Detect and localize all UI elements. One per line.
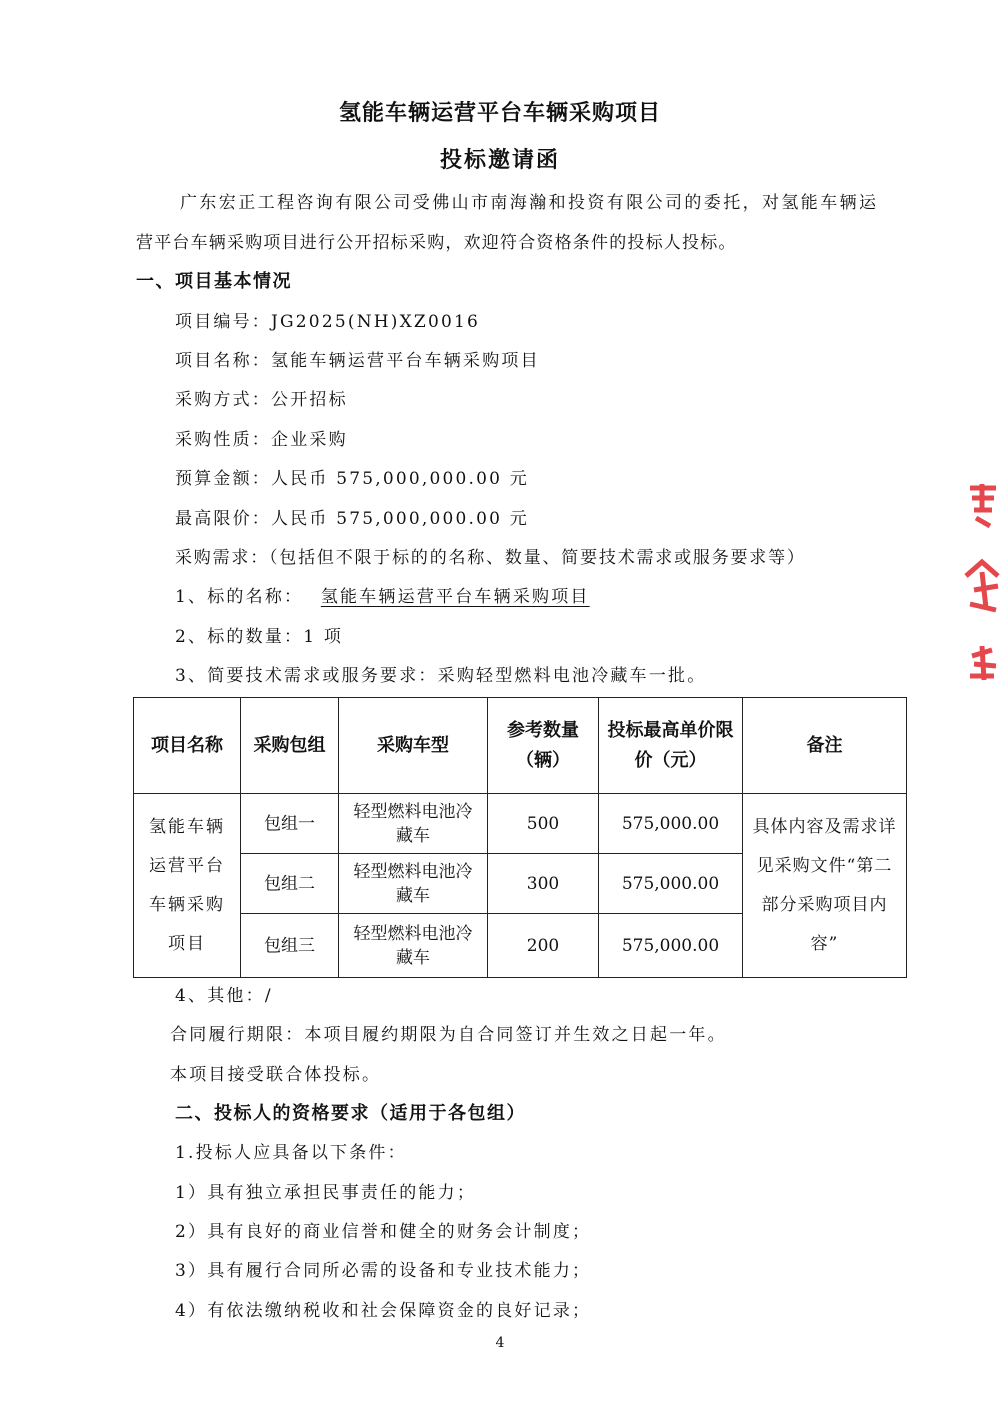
group-cell: 包组三 [241,914,339,978]
header-cell: 备注 [743,698,907,794]
procurement-demand: 采购需求：（包括但不限于标的的名称、数量、简要技术需求或服务要求等） [175,548,806,568]
price-cell: 575,000.00 [599,854,743,914]
price-cell: 575,000.00 [599,794,743,854]
item-name-label: 1、标的名称： [175,587,304,607]
max-price: 最高限价：人民币 575,000,000.00 元 [175,509,529,529]
intro-line-2: 营平台车辆采购项目进行公开招标采购，欢迎符合资格条件的投标人投标。 [136,233,737,253]
item-quantity: 2、标的数量：1 项 [175,627,344,647]
table-row [134,794,907,854]
document-subtitle: 投标邀请函 [439,148,560,173]
project-name-cell: 氢能车辆运营平台车辆采购项目 [134,794,241,978]
item-name-value: 氢能车辆运营平台车辆采购项目 [320,587,590,607]
consortium-note: 本项目接受联合体投标。 [170,1065,382,1085]
contract-period: 合同履行期限：本项目履约期限为自合同签订并生效之日起一年。 [170,1025,727,1045]
header-cell: 参考数量（辆） [488,698,599,794]
group-cell: 包组一 [241,794,339,854]
page-number: 4 [495,1335,505,1351]
header-cell: 采购车型 [339,698,488,794]
item-requirements: 3、简要技术需求或服务要求：采购轻型燃料电池冷藏车一批。 [175,666,707,686]
procurement-table [133,697,907,978]
model-cell: 轻型燃料电池冷藏车 [339,794,488,854]
intro-line-1: 广东宏正工程咨询有限公司受佛山市南海瀚和投资有限公司的委托，对氢能车辆运 [180,193,879,213]
document-title: 氢能车辆运营平台车辆采购项目 [338,101,661,126]
header-cell: 投标最高单价限价（元） [599,698,743,794]
table-header-row [134,698,907,794]
budget-amount: 预算金额：人民币 575,000,000.00 元 [175,469,529,489]
requirement-4: 4）有依法缴纳税收和社会保障资金的良好记录； [175,1301,592,1321]
section2-heading: 二、投标人的资格要求（适用于各包组） [175,1103,526,1124]
requirements-intro: 1.投标人应具备以下条件： [175,1143,407,1163]
project-number: 项目编号：JG2025(NH)XZ0016 [175,312,481,332]
seal-stamp-fragment [962,480,1000,690]
qty-cell: 300 [488,854,599,914]
header-cell: 采购包组 [241,698,339,794]
requirement-1: 1）具有独立承担民事责任的能力； [175,1183,477,1203]
requirement-3: 3）具有履行合同所必需的设备和专业技术能力； [175,1261,592,1281]
header-cell: 项目名称 [134,698,241,794]
group-cell: 包组二 [241,854,339,914]
requirement-2: 2）具有良好的商业信誉和健全的财务会计制度； [175,1222,592,1242]
project-name: 项目名称：氢能车辆运营平台车辆采购项目 [175,351,540,371]
section1-heading: 一、项目基本情况 [136,271,292,292]
item-name-line [175,582,590,607]
qty-cell: 500 [488,794,599,854]
procurement-method: 采购方式：公开招标 [175,390,348,410]
model-cell: 轻型燃料电池冷藏车 [339,854,488,914]
note-cell: 具体内容及需求详见采购文件“第二部分采购项目内容” [743,794,907,978]
model-cell: 轻型燃料电池冷藏车 [339,914,488,978]
price-cell: 575,000.00 [599,914,743,978]
qty-cell: 200 [488,914,599,978]
procurement-nature: 采购性质：企业采购 [175,430,348,450]
other-info: 4、其他：/ [175,986,273,1006]
